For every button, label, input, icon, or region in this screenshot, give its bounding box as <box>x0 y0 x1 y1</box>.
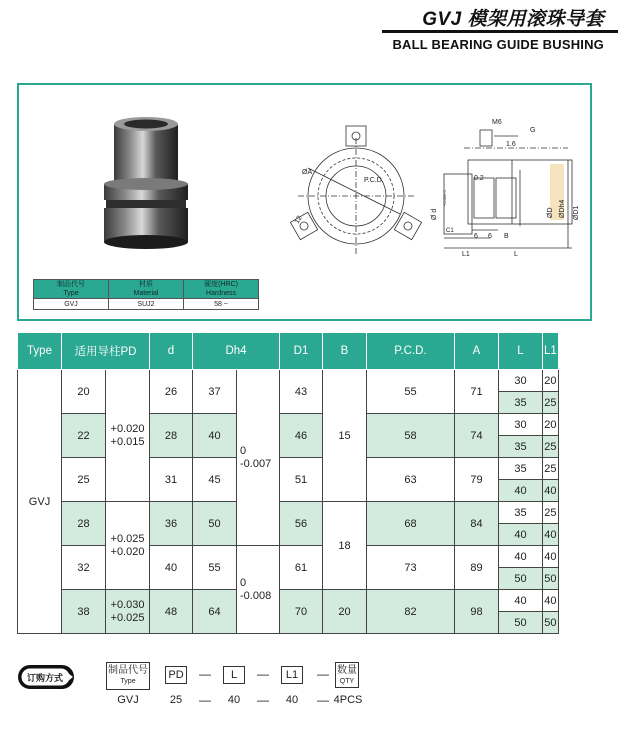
dimension-table <box>17 332 559 634</box>
cell-l1: 40 <box>543 546 559 568</box>
cell-l: 35 <box>499 502 543 524</box>
cell-l1: 50 <box>543 568 559 590</box>
col-dh4: Dh4 <box>193 333 280 370</box>
cell-b: 15 <box>323 370 367 502</box>
cell-a: 98 <box>455 590 499 634</box>
cell-pd-tol: +0.030 +0.025 <box>106 590 150 634</box>
order-dash-1: — <box>199 667 211 681</box>
drawing-label-l1: L1 <box>462 251 470 258</box>
drawing-label-g: G <box>530 127 536 134</box>
col-d1: D1 <box>280 333 323 370</box>
order-example-pd: 25 <box>169 694 183 706</box>
cell-l: 35 <box>499 392 543 414</box>
cell-dh4: 37 <box>193 370 237 414</box>
order-dash-2: — <box>257 667 269 681</box>
cell-l: 35 <box>499 458 543 480</box>
order-qty-box <box>335 662 359 688</box>
order-badge-label: 订购方式 <box>26 673 63 683</box>
cell-l1: 40 <box>543 590 559 612</box>
technical-drawing <box>268 108 584 268</box>
drawing-label-1-6: 1.6 <box>506 141 516 148</box>
table-row <box>18 414 559 436</box>
cell-l: 40 <box>499 590 543 612</box>
cell-dh4: 55 <box>193 546 237 590</box>
cell-d: 26 <box>150 370 193 414</box>
drawing-label-6a: 6 <box>474 233 478 240</box>
cell-pd-tol: +0.020 +0.015 <box>106 370 150 502</box>
table-row <box>18 502 559 524</box>
spec-header-type: 制品代号 Type <box>34 280 109 299</box>
cell-dh4-tol: 0 -0.008 <box>237 546 280 634</box>
drawing-label-d-tol: +0.005 0 <box>442 190 447 206</box>
cell-l1: 25 <box>543 458 559 480</box>
cell-l1: 25 <box>543 436 559 458</box>
order-example-l1: 40 <box>285 694 299 706</box>
page-subtitle: BALL BEARING GUIDE BUSHING <box>392 37 604 52</box>
spec-value-hardness: 58 ~ <box>184 299 259 310</box>
cell-a: 74 <box>455 414 499 458</box>
drawing-label-l: L <box>514 251 518 258</box>
order-example-type: GVJ <box>117 694 139 706</box>
order-dash-3: — <box>317 667 329 681</box>
order-example-dash-2: — <box>257 693 269 707</box>
cell-pcd: 73 <box>367 546 455 590</box>
bushing-photo <box>98 114 198 254</box>
page-title: GVJ 模架用滚珠导套 <box>422 9 604 30</box>
order-section <box>17 658 577 718</box>
cell-l1: 25 <box>543 502 559 524</box>
cell-l1: 40 <box>543 480 559 502</box>
drawing-label-6b: 6 <box>488 233 492 240</box>
drawing-label-c1: C1 <box>446 228 454 234</box>
cell-a: 89 <box>455 546 499 590</box>
cell-l: 50 <box>499 568 543 590</box>
drawing-label-phi-a: ØA <box>302 169 313 176</box>
order-qty-en: QTY <box>339 678 355 685</box>
drawing-label-phi-dh4: ØDh4 <box>559 199 566 218</box>
col-pd: 适用导柱PD <box>62 333 150 370</box>
cell-l1: 50 <box>543 612 559 634</box>
drawing-label-12: 12 <box>293 214 304 225</box>
col-l1: L1 <box>543 333 559 370</box>
cell-dh4: 45 <box>193 458 237 502</box>
cell-dh4: 50 <box>193 502 237 546</box>
col-a: A <box>455 333 499 370</box>
cell-pd: 25 <box>62 458 106 502</box>
order-pd-box: PD <box>165 666 187 684</box>
cell-d1: 70 <box>280 590 323 634</box>
cell-pcd: 68 <box>367 502 455 546</box>
cell-d1: 43 <box>280 370 323 414</box>
table-row <box>18 370 559 392</box>
order-example-dash-3: — <box>317 693 329 707</box>
order-type-cn: 制品代号 <box>108 665 148 676</box>
cell-d: 48 <box>150 590 193 634</box>
table-row <box>18 546 559 568</box>
cell-a: 79 <box>455 458 499 502</box>
cell-b: 20 <box>323 590 367 634</box>
cell-pd: 28 <box>62 502 106 546</box>
cell-pd: 20 <box>62 370 106 414</box>
col-type: Type <box>18 333 62 370</box>
order-example-qty: 4PCS <box>333 694 363 706</box>
col-pcd: P.C.D. <box>367 333 455 370</box>
cell-b: 18 <box>323 502 367 590</box>
cell-dh4-tol: 0 -0.007 <box>237 370 280 546</box>
cell-d1: 46 <box>280 414 323 458</box>
order-qty-cn: 数量 <box>337 665 357 676</box>
cell-type: GVJ <box>18 370 62 634</box>
cell-pcd: 55 <box>367 370 455 414</box>
order-example-dash-1: — <box>199 693 211 707</box>
col-d: d <box>150 333 193 370</box>
drawing-label-phi-d: Ø d <box>431 208 438 220</box>
table-row <box>18 458 559 480</box>
cell-l: 40 <box>499 524 543 546</box>
cell-d1: 56 <box>280 502 323 546</box>
cell-pcd: 58 <box>367 414 455 458</box>
order-type-en: Type <box>120 678 136 685</box>
spec-table <box>33 279 259 310</box>
cell-d: 40 <box>150 546 193 590</box>
cell-l1: 40 <box>543 524 559 546</box>
order-type-box <box>106 662 150 690</box>
drawing-label-0-2: 0.2 <box>474 175 484 182</box>
cell-l1: 20 <box>543 414 559 436</box>
cell-pd: 22 <box>62 414 106 458</box>
cell-dh4: 64 <box>193 590 237 634</box>
cell-l: 30 <box>499 370 543 392</box>
cell-l: 40 <box>499 546 543 568</box>
cell-dh4: 40 <box>193 414 237 458</box>
drawing-label-b: B <box>504 233 509 240</box>
cell-pcd: 63 <box>367 458 455 502</box>
cell-d1: 51 <box>280 458 323 502</box>
spec-value-type: GVJ <box>34 299 109 310</box>
cell-l: 40 <box>499 480 543 502</box>
cell-d: 28 <box>150 414 193 458</box>
table-row <box>18 590 559 612</box>
drawing-label-phi-d-r: ØD <box>547 207 554 218</box>
cell-l: 35 <box>499 436 543 458</box>
cell-pcd: 82 <box>367 590 455 634</box>
cell-pd: 38 <box>62 590 106 634</box>
cell-l: 30 <box>499 414 543 436</box>
col-l: L <box>499 333 543 370</box>
spec-header-material: 材质 Material <box>109 280 184 299</box>
drawing-label-phi-d1: ØD1 <box>573 205 580 220</box>
cell-l1: 25 <box>543 392 559 414</box>
cell-l1: 20 <box>543 370 559 392</box>
title-rule <box>382 30 618 33</box>
drawing-label-m6: M6 <box>492 119 502 126</box>
order-example-l: 40 <box>227 694 241 706</box>
col-b: B <box>323 333 367 370</box>
spec-header-hardness: 硬度(HRC) Hardness <box>184 280 259 299</box>
cell-pd: 32 <box>62 546 106 590</box>
table-header-row <box>18 333 559 370</box>
cell-d: 31 <box>150 458 193 502</box>
cell-d: 36 <box>150 502 193 546</box>
cell-d1: 61 <box>280 546 323 590</box>
cell-a: 71 <box>455 370 499 414</box>
order-l1-box: L1 <box>281 666 303 684</box>
drawing-label-pcd: P.C.D. <box>364 177 384 184</box>
cell-a: 84 <box>455 502 499 546</box>
spec-value-material: SUJ2 <box>109 299 184 310</box>
cell-l: 50 <box>499 612 543 634</box>
cell-pd-tol: +0.025 +0.020 <box>106 502 150 590</box>
order-l-box: L <box>223 666 245 684</box>
